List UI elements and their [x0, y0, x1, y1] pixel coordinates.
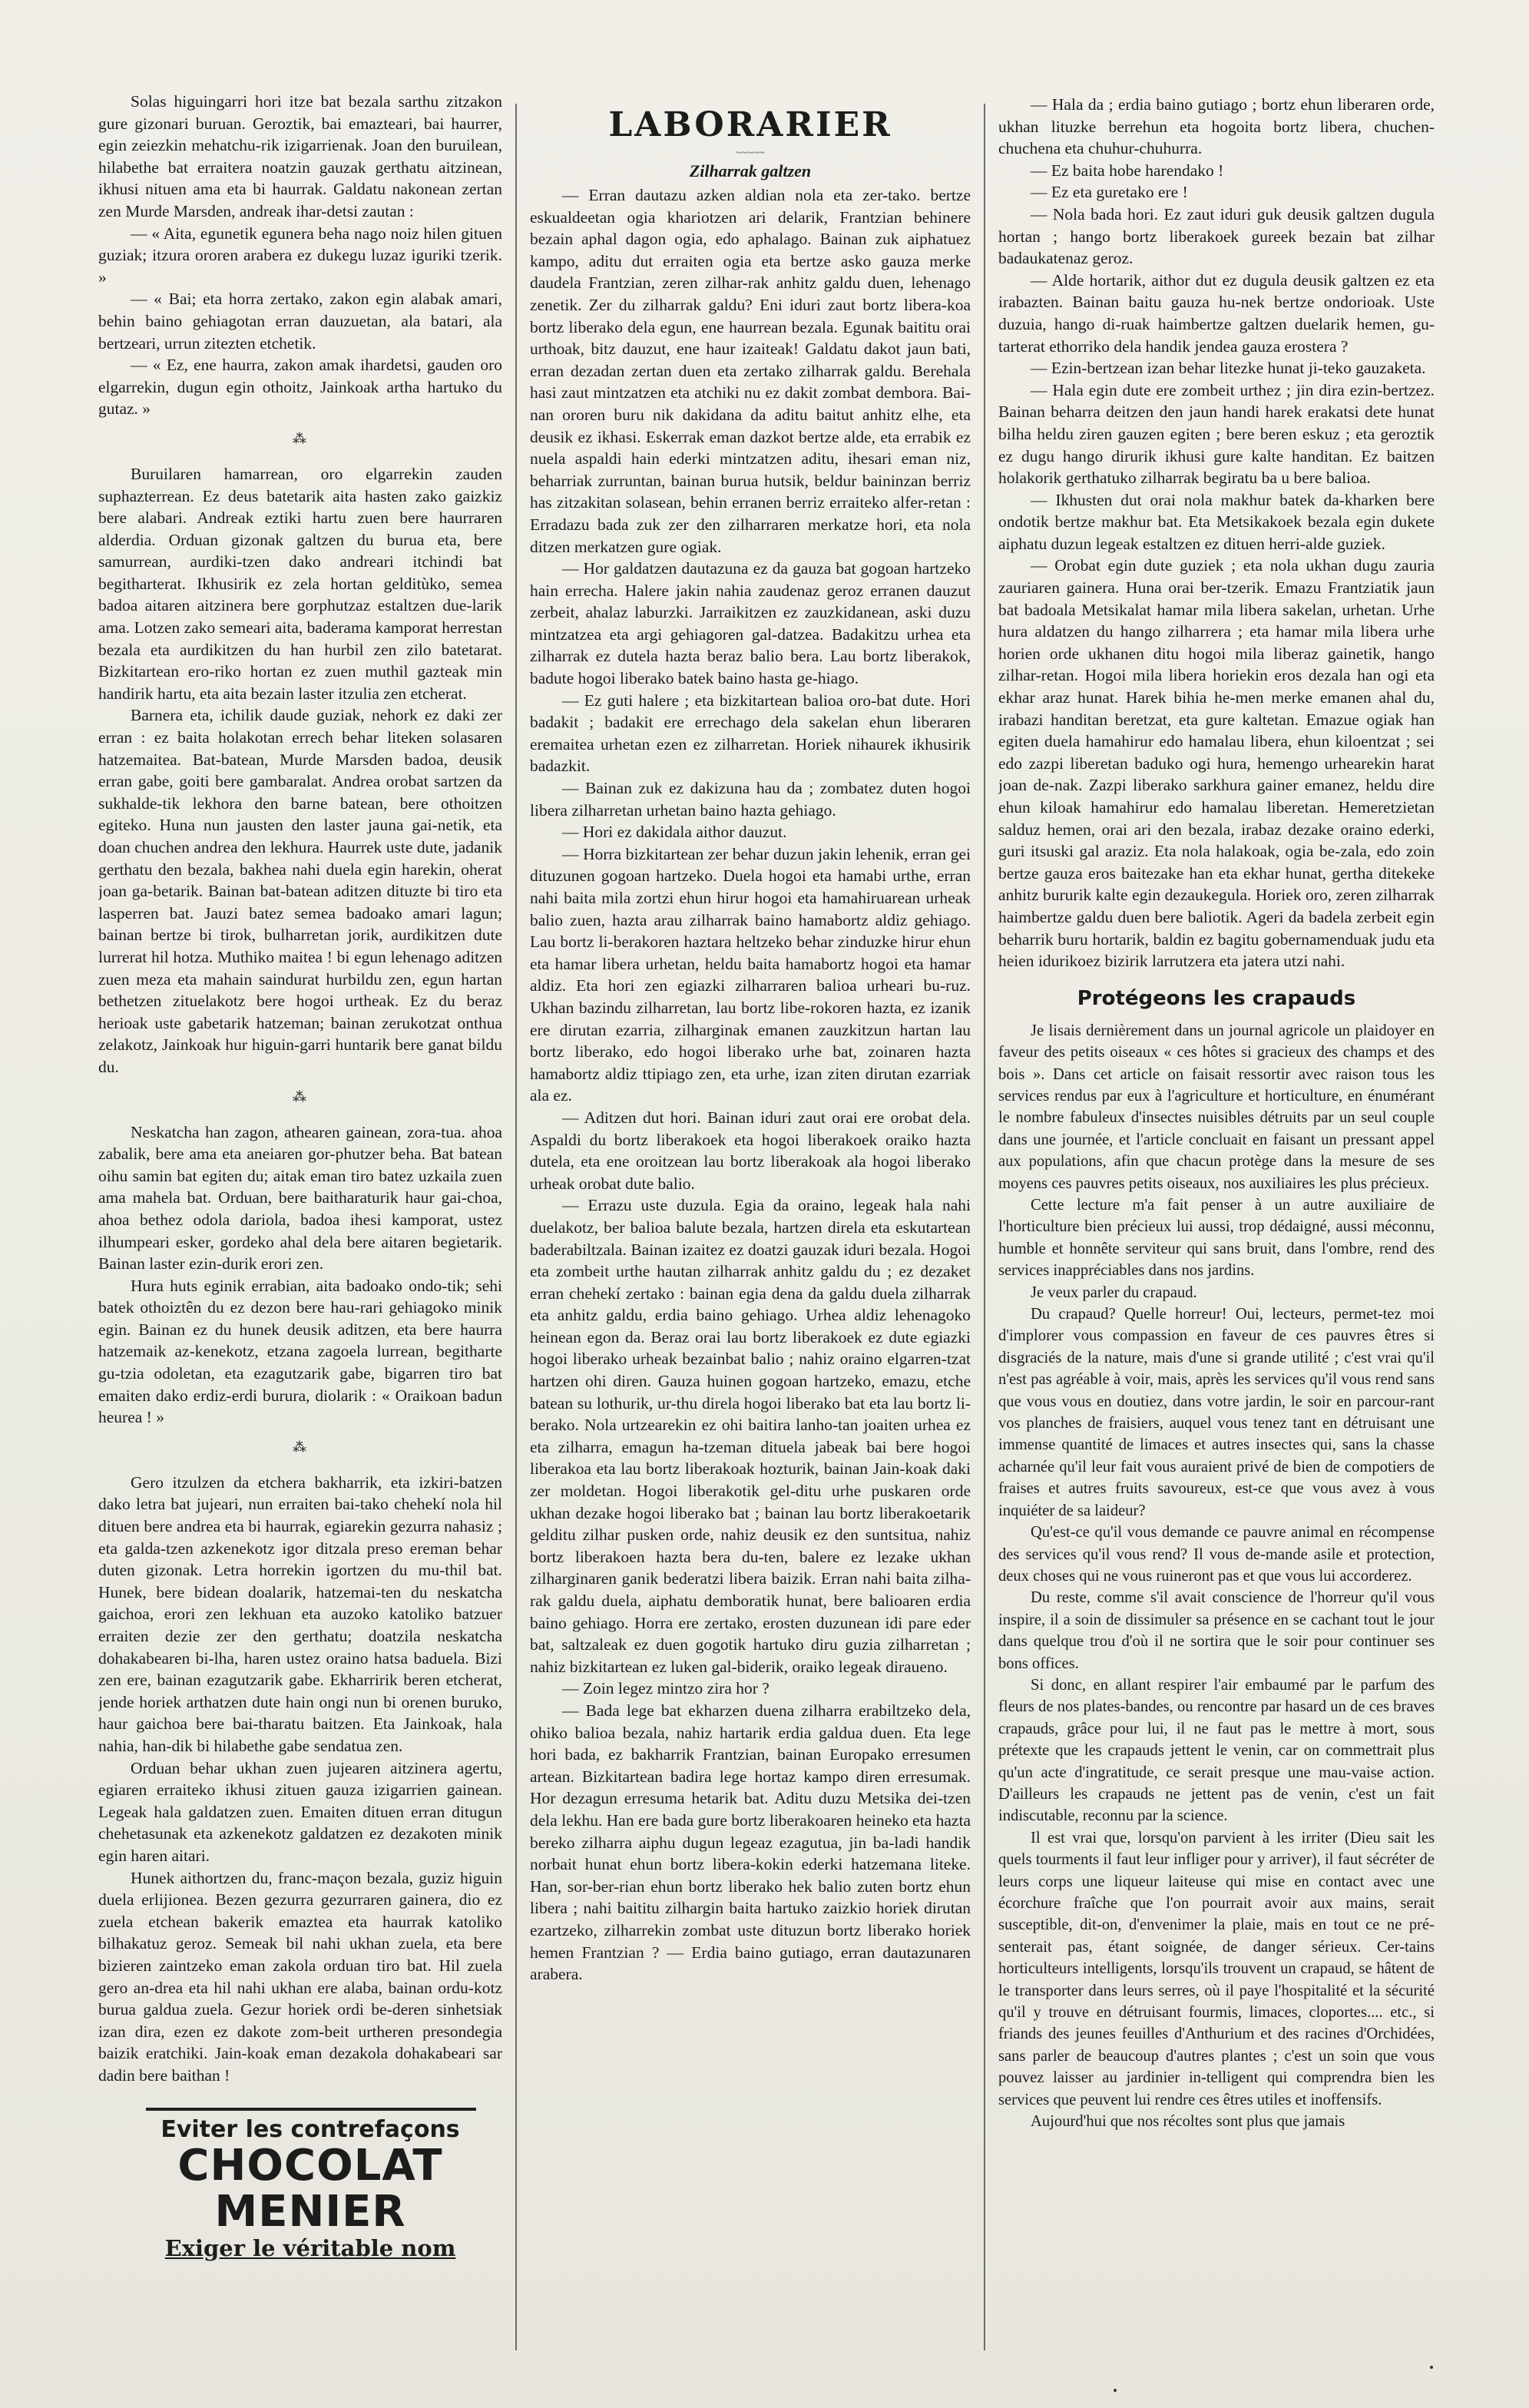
- paragraph: Neskatcha han zagon, athearen gainean, zora-tua. ahoa zabalik, bere ama eta aneiaren gor-phutzer beha. Bat batean oihu samin bat egiten du; aitak eman tiro batez uzkaila zuen ama mahela bat. Orduan, bere baitharaturik haur gai-choa, ahoa bethez odola dariola, badoa ihesi kamporat, ustez ilhumpeari esker, gordeko ahal dela bere aitaren begietarik. Bainan laster ezin-durik erori zen.: [98, 1122, 502, 1274]
- chocolat-menier-advertisement: [149, 2117, 472, 2261]
- paragraph: — Bainan zuk ez dakizuna hau da ; zombatez duten hogoi libera zilharretan urhetan baino hazta gehiago.: [530, 779, 971, 820]
- column-two: [530, 91, 971, 2326]
- section-separator: ⁂: [293, 430, 308, 446]
- paragraph: Hunek aithortzen du, franc-maçon bezala, guziz higuin duela erlijionea. Bezen gezurra gezurraren gainera, dio ez zuela etchean bakerik emaztea eta haurrak katoliko bilhakatuz geroz. Semeak bil nahi ukhan zuela, eta bere bizieren zaintzeko eman zakola orduan tiro bat. Hil zuela gero an-drea eta hil nahi ukhan ere alaba, bainan ordu-kotz burua galdua zuela. Gezur horiek ordi be-deren sinhetsiak izan dira, ezen ez dakote zom-beit urtheren presondegia baizik eratchiki. Jain-koak eman dezakola dohakabeari sar dadin bere baithan !: [98, 1868, 502, 2085]
- paragraph: — Ez eta guretako ere !: [1031, 183, 1188, 202]
- paragraph: — Orobat egin dute guziek ; eta nola ukhan dugu zauria zauriaren gainera. Huna orai ber-tzerik. Emazu Frantziatik jaun bat badoala Metsikalat hamar mila libera sakelan, urhetan. Urhe hura aldatzen du hango zilharrera ; eta hamar mila libera urhe horien orde ukhanen ditu hogoi mila liberaz gainetik, hango zilhar-retan. Hogoi mila libera horiekin eros dezala han ogi eta ekhar araz hunat. Harek bihia he-men merke emanen ahal du, irabazi handitan beretzat, eta gure kaltetan. Emazue ogiak han egiten duela hamahirur edo hamalau libera, ehun kiloentzat ; sei edo zazpi liberetan baduko ogi hura, hemengo urhearekin harat joan de-nak. Zazpi liberako sarkhura gainer emanez, heldu dire ehun kiloak hamahirur edo hamalau liberetan. Hemeretzietan salduz hemen, orai ari den bezala, irabaz dezake oraino ederki, guri itsuski gal araziz. Eta nola halakoak, ogia be-zala, edo zoin bertze gauza eros baitezake han eta ekhar hunat, gertha ditekeke anhitz bururik kalte egin dezaukegula. Horiek oro, zeren zilharrak haimbertze galdu duen bere baliotik. Ageri da badela zerbeit egin beharrik buru hortarik, baldin ez bagitu gobernamenduak judu eta heien idurikoez bizirik larrutzera eta jatera utzi nahi.: [998, 556, 1435, 971]
- paragraph: Qu'est-ce qu'il vous demande ce pauvre animal en récompense des services qu'il vous rend? Il vous de-mande asile et protection, deux choses qui ne vous ruineront pas et que vous lui accorderez.: [998, 1524, 1435, 1585]
- paragraph: Barnera eta, ichilik daude guziak, nehork ez daki zer erran : ez baita holakotan errech behar liteken solasaren hatzemaitea. Bat-batean, Murde Marsden badoa, deusik erran gabe, goiti bere gambaralat. Andrea orobat sartzen da sukhalde-tik lekhora den barne batean, bere othoitzen egiteko. Huna nun jausten den laster jauna gai-netik, eta doan chuchen andrea den lekhura. Haurrek uste dute, jadanik gerthatu den bezala, bakhea nahi duela egin harekin, oherat joan ga-betarik. Bainan bat-batean aditzen dituzte bi tiro eta lasperren bat. Jauzi batez semea badoako amari lagun; bainan bertze bi tirok, bulharretan jorik, aurdikitzen dute lurrerat hil hotza. Muthiko maitea ! bi egun lehenago aditzen zuen meza eta mahain saindurat hurbildu zen, egun hartan bethetzen zituelakotz bere hogoi urtheak. Ez du beraz herioak uste gabetarik hatzeman; bainan zerukotzat onthua zelakotz, Jainkoak hur higuin-garri huntarik bere ganat bildu du.: [98, 706, 502, 1076]
- ad-tagline: Eviter les contrefaçons: [161, 2116, 460, 2143]
- paragraph: — « Aita, egunetik egunera beha nago noiz hilen gituen guziak; itzura ororen arabera ez dukegu luzaz iguriki tzerik. »: [98, 224, 502, 287]
- paragraph: Orduan behar ukhan zuen jujearen aitzinera agertu, egiaren erraiteko ikhusi zituen gauza izigarrien gainean. Legeak hala galdatzen zuen. Emaiten dituen erran ditugun chehetasunak eta azkenekotz galdatzen ez dezakoten minik egin haren aitari.: [98, 1758, 502, 1865]
- paragraph: — Hala egin dute ere zombeit urthez ; jin dira ezin-bertzez. Bainan beharra deitzen den jaun handi harek erakatsi dete hunat bilha heldu ziren gauzen egiten ; bere beren eskuz ; eta geroztik ez dugu hango dirurik ikhusi gure kalte handitan. Ez baitzen holakorik gerthatuko zilharrak begiratu ba u bere balioa.: [998, 380, 1435, 488]
- paragraph: Je veux parler du crapaud.: [1031, 1283, 1197, 1301]
- column-three: [998, 94, 1435, 2329]
- paragraph: — Ezin-bertzean izan behar litezke hunat ji-teko gauzaketa.: [1031, 359, 1426, 378]
- advertisement-rule: [146, 2108, 476, 2111]
- paragraph: Je lisais dernièrement dans un journal agricole un plaidoyer en faveur des petits oiseaux « ces hôtes si gracieux des champs et des bois ». Dans cet article on faisait ressortir avec raison tous les services rendus par eux à l'agriculture et horticulture, en énumérant le nombre fabuleux d'insectes nuisibles détruits par un seul couple dans une journée, et l'article concluait en faisant un pressant appel aux populations, afin que chacun protège dans la mesure de ses moyens ces pauvres petits oiseaux, nos auxiliaires les plus précieux.: [998, 1022, 1435, 1192]
- paragraph: — « Bai; eta horra zertako, zakon egin alabak amari, behin baino gehiagotan erran dauzuetan, ala batari, ala bertzeari, urrun zitezten etchetik.: [98, 290, 502, 353]
- paragraph: Du crapaud? Quelle horreur! Oui, lecteurs, permet-tez moi d'implorer vous compassion en faveur de ces pauvres êtres si disgraciés de la nature, mais d'une si grande utilité ; c'est vrai qu'il n'est pas agréable à voir, mais, après les services qu'il vous rend sans que vous vous en doutiez, dans votre jardin, le soir en parcour-rant vos planches de fraisiers, auquel vous tenez tant en détruisant une immense quantité de limaces et autres insectes qui, sans la chasse acharnée qu'il leur fait vous auraient privé de bien de compotiers de fraises et autres fruits savoureux, est-ce que vous avez à vous inquiéter de sa laideur?: [998, 1306, 1435, 1519]
- paragraph: Il est vrai que, lorsqu'on parvient à les irriter (Dieu sait les quels tourments il faut leur infliger pour y arriver), il faut sécréter de leurs corps une liqueur laiteuse qui mise en contact avec une écorchure fraîche que l'on pourrait avoir aux mains, serait susceptible, dit-on, d'envenimer la plaie, mais en tout ce ne pré-senterait pas, étant soignée, de danger sérieux. Cer-tains horticulteurs intelligents, lorsqu'ils trouvent un crapaud, se hâtent de le transporter dans leurs serres, où il paye l'hospitalité et la sécurité qu'il y trouve en détruisant fourmis, limaces, cloportes.... etc., si friands des jeunes feuilles d'Anthurium et des racines d'Orchidées, sans parler de beaucoup d'autres plantes ; c'est un soin que vous pouvez laisser au jardinier in-telligent qui comprendra bien les services que peuvent lui rendre ces êtres utiles et inoffensifs.: [998, 1829, 1435, 2108]
- paragraph: — Alde hortarik, aithor dut ez dugula deusik galtzen ez eta irabazten. Bainan baitu gauza hu-nek bertze ondorioak. Uste duzuia, hango di-ruak haimbertze galtzen duelarik hemen, gu-tarterat ethorriko dela handik jendea gauza erostera ?: [998, 270, 1435, 356]
- print-speck: [1430, 2366, 1433, 2369]
- paragraph: Si donc, en allant respirer l'air embaumé par le parfum des fleurs de nos plates-bandes, ou rencontre par hasard un de ces braves crapauds, grâce pour lui, il ne faut pas le mettre à mort, sous prétexte que les crapauds jettent le venin, car on commettrait plus qu'un acte d'ingratitude, ce serait presque une mau-vaise action. D'ailleurs les crapauds ne jettent pas de venin, c'est un fait indiscutable, reconnu par la science.: [998, 1676, 1435, 1825]
- paragraph: — Ez guti halere ; eta bizkitartean balioa oro-bat dute. Hori badakit ; badakit ere errechago dela sakelan ehun liberaren eremaitea urhetan ezen ez zilharretan. Horiek nihaurek ikhusirik badazkit.: [530, 691, 971, 776]
- title-ornament: ~~~~~: [736, 147, 765, 159]
- paragraph: — Hori ez dakidala aithor dauzut.: [562, 823, 787, 842]
- paragraph: — Hala da ; erdia baino gutiago ; bortz ehun liberaren orde, ukhan lituzke berrehun eta hogoita bortz libera, chuchen-chuchena eta chuhur-chuhurra.: [998, 95, 1435, 158]
- column-divider-left: [515, 104, 517, 2350]
- paragraph: Cette lecture m'a fait penser à un autre auxiliaire de l'horticulture bien précieux lui aussi, trop dédaigné, aussi méconnu, humble et honnête serviteur qui sans bruit, dans l'ombre, rend des services inappréciables dans nos jardins.: [998, 1197, 1435, 1280]
- article-title: LABORARIER: [608, 105, 892, 144]
- paragraph: Hura huts eginik errabian, aita badoako ondo-tik; sehi batek othoiztên du ez dezon bere hau-rari gehiagoko minik egin. Bainan ez du hunek deusik aditzen, eta bere haurra hatzemaik az-kenekotz, etzana zagoela lurrean, begitharte gu-tzia odoletan, eta ezagutzarik gabe, bigarren tiro bat emaiten dako erdiz-erdi burura, diolarik : « Oraikoan badun heurea ! »: [98, 1276, 502, 1427]
- paragraph: Gero itzulzen da etchera bakharrik, eta izkiri-batzen dako letra bat jujeari, nun erraiten bai-tako chehekí nola hil dituen bere andrea eta bi haurrak, egiarekin gezurra nahasiz ; eta galda-tzen azkenekotz igor ditzala preso ereman behar duten gizonak. Letra horrekin igortzen du mu-thil bat. Hunek, bere bidean doalarik, hatzemai-ten du neskatcha gaichoa, erori zen lekhuan eta auzoko katoliko batzuer erraiten dezie zer den gerthatu; doatzila neskatcha dohakabearen bi-lha, haren ustez oraino hatsa baduela. Bizi zen ere, bainan ezagutzarik gabe. Ekharririk beren etcherat, jende horiek arthatzen dute hain ongi nun bi orenen buruko, haur gaichoa bere bai-tharatu baitzen. Eta Jainkoak, hala nahia, han-dik bi hilabethe gabe sendatua zen.: [98, 1472, 502, 1755]
- paragraph: Du reste, comme s'il avait conscience de l'horreur qu'il vous inspire, il a soin de dissimuler sa présence en se cachant tout le jour dans quelque trou d'où il ne sortira que le soir pour continuer ses bons offices.: [998, 1589, 1435, 1672]
- paragraph: — « Ez, ene haurra, zakon amak ihardetsi, gauden oro elgarrekin, dugun egin othoitz, Jainkoak artha hartuko du gutaz. »: [98, 356, 502, 419]
- paragraph: — Ikhusten dut orai nola makhur batek da-kharken bere ondotik bertze makhur bat. Eta Metsikakoek bezala egin dukete aiphatu duzun legeak estaltzen ez dituen herri-alde guziek.: [998, 490, 1435, 553]
- paragraph: — Hor galdatzen dautazuna ez da gauza bat gogoan hartzeko hain errecha. Halere jakin nahia zaudenaz geroz erranen dauzut zerbeit, ahalaz laburzki. Jarraikitzen ez zauzkidanean, aski duzu mintzatzea eta argi gehiagoren gal-datzea. Badakitzu urhea eta zilharrak ez dutela hazta beraz balio bera. Lau bortz liberakok, badute hogoi liberako batek baino hasta ge-hiago.: [530, 559, 971, 688]
- article-subtitle: Zilharrak galtzen: [689, 161, 812, 181]
- paragraph: — Zoin legez mintzo zira hor ?: [562, 1679, 769, 1698]
- paragraph: — Nola bada hori. Ez zaut iduri guk deusik galtzen dugula hortan ; hango bortz liberakoek gureek bezain bat zilhar badaukatenaz geroz.: [998, 204, 1435, 268]
- paragraph: — Ez baita hobe harendako !: [1031, 161, 1224, 180]
- ad-slogan: Exiger le véritable nom: [164, 2235, 456, 2261]
- column-one: [98, 91, 502, 2111]
- paragraph: — Aditzen dut hori. Bainan iduri zaut orai ere orobat dela. Aspaldi du bortz liberakoek eta hogoi liberakoek oraiko hazta dutela, eta ene oroitzean lau bortz liberakoak ala hogoi liberako urheak orobat dute balio.: [530, 1108, 971, 1193]
- print-speck: [1114, 2389, 1117, 2392]
- ad-brand-chocolat: CHOCOLAT: [177, 2141, 443, 2191]
- paragraph: — Bada lege bat ekharzen duena zilharra erabiltzeko dela, ohiko balioa bezala, nahiz hartarik erdia galdua duen. Eta lege hori bada, ez bakharrik Frantzian, bainan Europako erresumen artean. Bizkitartean badira lege hortaz kampo diren erresumak. Hor dezagun erresuma hetarik bat. Aditu duzu Metsika dei-tzen dela lekhu. Han ere bada gure bortz liberakoaren heineko eta hazta bereko zilharra aiphu dugun legeaz ezagutua, jin ba-ladi handik norbait hunat ehun bortz libera-kokin ederki hatzemana liteke. Han, sor-ber-rian ehun bortz liberako hek balio zuten bortz ehun libera ; nahi baititu zilhargin baita hartuko zaizkio horiek dirutan ezartzeko, zilharrekin zombat uste dituzun bortz liberako horiek hemen Frantzian ? — Erdia baino gutiago, erran dautazunaren arabera.: [530, 1701, 971, 1984]
- paragraph: Solas higuingarri hori itze bat bezala sarthu zitzakon gure gizonari buruan. Geroztik, bai emazteari, bai haurrer, egin zeiezkin mehatchu-rik izigarrienak. Joan den buruilean, hilabethe bat erraitera noatzin gauzak gerthatu aitzinean, ikhusi nituen ama eta bi haurrak. Galdatu nakonean zertan zen Murde Marsden, andreak ihar-detsi zautan :: [98, 92, 502, 220]
- french-article: [998, 1020, 1435, 2133]
- paragraph: Buruilaren hamarrean, oro elgarrekin zauden suphazterrean. Ez deus batetarik aita hasten zako gaizkiz bere alabari. Andreak eztiki hartu zuen bere haurraren alderdia. Orduan gizonak galtzen du burua eta, bere samurrean, aurdiki-tzen dako andreari itchindi bat begitharterat. Ikhusirik ez zela hortan gelditùko, semea badoa aitaren aitzinera bere gorphutzaz estaltzen due-larik ama. Lotzen zako semeari aita, baderama kamporat herrestan bezala eta aurdikitzen du han hurbil zen zilo batetarat. Bizkitartean ero-riko hortan ez zuen muthil gazteak min handirik hartu, eta aita bezain laster itzulia zen etcherat.: [98, 464, 502, 703]
- section-separator: ⁂: [293, 1439, 308, 1455]
- paragraph: — Horra bizkitartean zer behar duzun jakin lehenik, erran gei dituzunen gogoan hartzeko. Duela hogoi eta hamabi urthe, erran nahi baita mila zortzi ehun hirur hogoi eta hamahiruarean urheak balio zuen, hazta arau zilharrak baino hamabortz aldiz gehiago. Lau bortz li-berakoren haztara heltzeko behar zinduzke hirur ehun eta hamar libera urhetan, heldu baita hamabortz hogoi eta hamar aldiz. Eta hori zen egiazki zilharraren balioa urheari bu-ruz. Ukhan bazindu zilharretan, lau bortz libe-rokoren hazta, ez izanik ere dirutan ezarria, zilharginak emanen zauzkitzun hartan lau bortz liberako, edo hogoi liberako urhe bat, zoinaren hazta hamabortz aldiz ttipiago zen, eta urhe, izan ziten dirutan ezarriak ala ez.: [530, 844, 971, 1105]
- paragraph: — Erran dautazu azken aldian nola eta zer-tako. bertze eskualdeetan ogia khariotzen ari delarik, Frantzian behinere bezain aphal dagon ogia, edo aphalago. Bainan zuk aiphatuez kampo, aditu dut erraiten ogia eta bertze asko gauza merke daudela Frantzian, zeren zilhar-rak anhitz galdu duen, lehenago zenetik. Zer du zilharrak galdu? Eni iduri zaut bortz libera-koa bortz liberako dela egun, ene haurrean bezala. Egunak baititu orai urthoak, bitz dauzut, ene haur izaiteak! Galdatu dakot jaun bati, erran dezadan zertan duen eta zertako zilharrak galdu. Berehala hasi zaut mintzatzen eta atchiki nu ez dakit zombat dembora. Bai-nan ororen buru nik dakidana da aditu baitut anhitz elhe, eta deusik ez ikhasi. Eskerrak eman dazkot bertze alde, eta errabik ez nuela aspaldi hain ederki mintzatzen aditu, ihesari eman niz, beharriak zurruntan, bainan burua hutsik, beldur baininzan berriz has zitzakitan solasean, behin erranen berriz erraiteko alfer-retan : Erradazu bada zuk zer den zilharraren merkatze hori, eta nola ditzen merkatzen gure ogiak.: [530, 186, 971, 556]
- column-divider-right: [984, 104, 985, 2350]
- ad-brand-menier: MENIER: [214, 2187, 406, 2237]
- section-title-crapauds: Protégeons les crapauds: [1077, 986, 1356, 1010]
- paragraph: — Errazu uste duzula. Egia da oraino, legeak hala nahi duelakotz, ber balioa balute bezala, hartzen direla eta eskutartean baderabiltzala. Bainan izaitez ez doatzi gauzak iduri bezala. Hogoi eta zombeit urthe hautan zilharrak anhitz galdu du ; ez dezaket erran chehekí zertako : bainan egia dena da galdu duela zilharrak eta anhitz galdu, erdia baino gehiago. Urhea aldiz lehenagoko heinean egon da. Beraz orai lau bortz liberakoek ez dute egiazki hogoi liberako urheak bezainbat balio ; nahiz oraino elgarren-tzat hartzen ohi diren. Gauza huinen gogoan hartzeko, emazu, etche batean su lothurik, ur-thu direla hogoi liberako bat eta lau bortz li-berako. Nola urtzearekin ez ohi baitira lanho-tan joaiten urhea ez eta zilharra, emagun ha-tzeman dituela jabeak bai bere hogoi liberakoa eta lau bortz liberakoak hozturik, bainan Jain-koak daki zer moldetan. Hogoi liberakotik gel-ditu urhe puskaren orde ukhan dezake hogoi liberako bat ; bainan lau bortz liberakoetarik gelditu zilhar pusken orde, nahiz deusik ez den suntsitua, nahiz bortz liberakoen hazta bera du-ten, balere ez lezake ukhan zilharginaren ganik bederatzi libera baizik. Erran nahi baita zilha-rak galdu duela, aiphatu demboratik hunat, bere balioaren erdia baino gehiago. Horra ere zertako, erosten duzunean idi pare eder bat, saltzaleak ez duen gogotik hartuko diru guzia zilharretan ; nahiz bizkitartean ez luken gal-biderik, oraiko legeak diraueno.: [530, 1196, 971, 1676]
- paragraph: Aujourd'hui que nos récoltes sont plus que jamais: [1031, 2113, 1345, 2131]
- section-separator: ⁂: [293, 1088, 308, 1105]
